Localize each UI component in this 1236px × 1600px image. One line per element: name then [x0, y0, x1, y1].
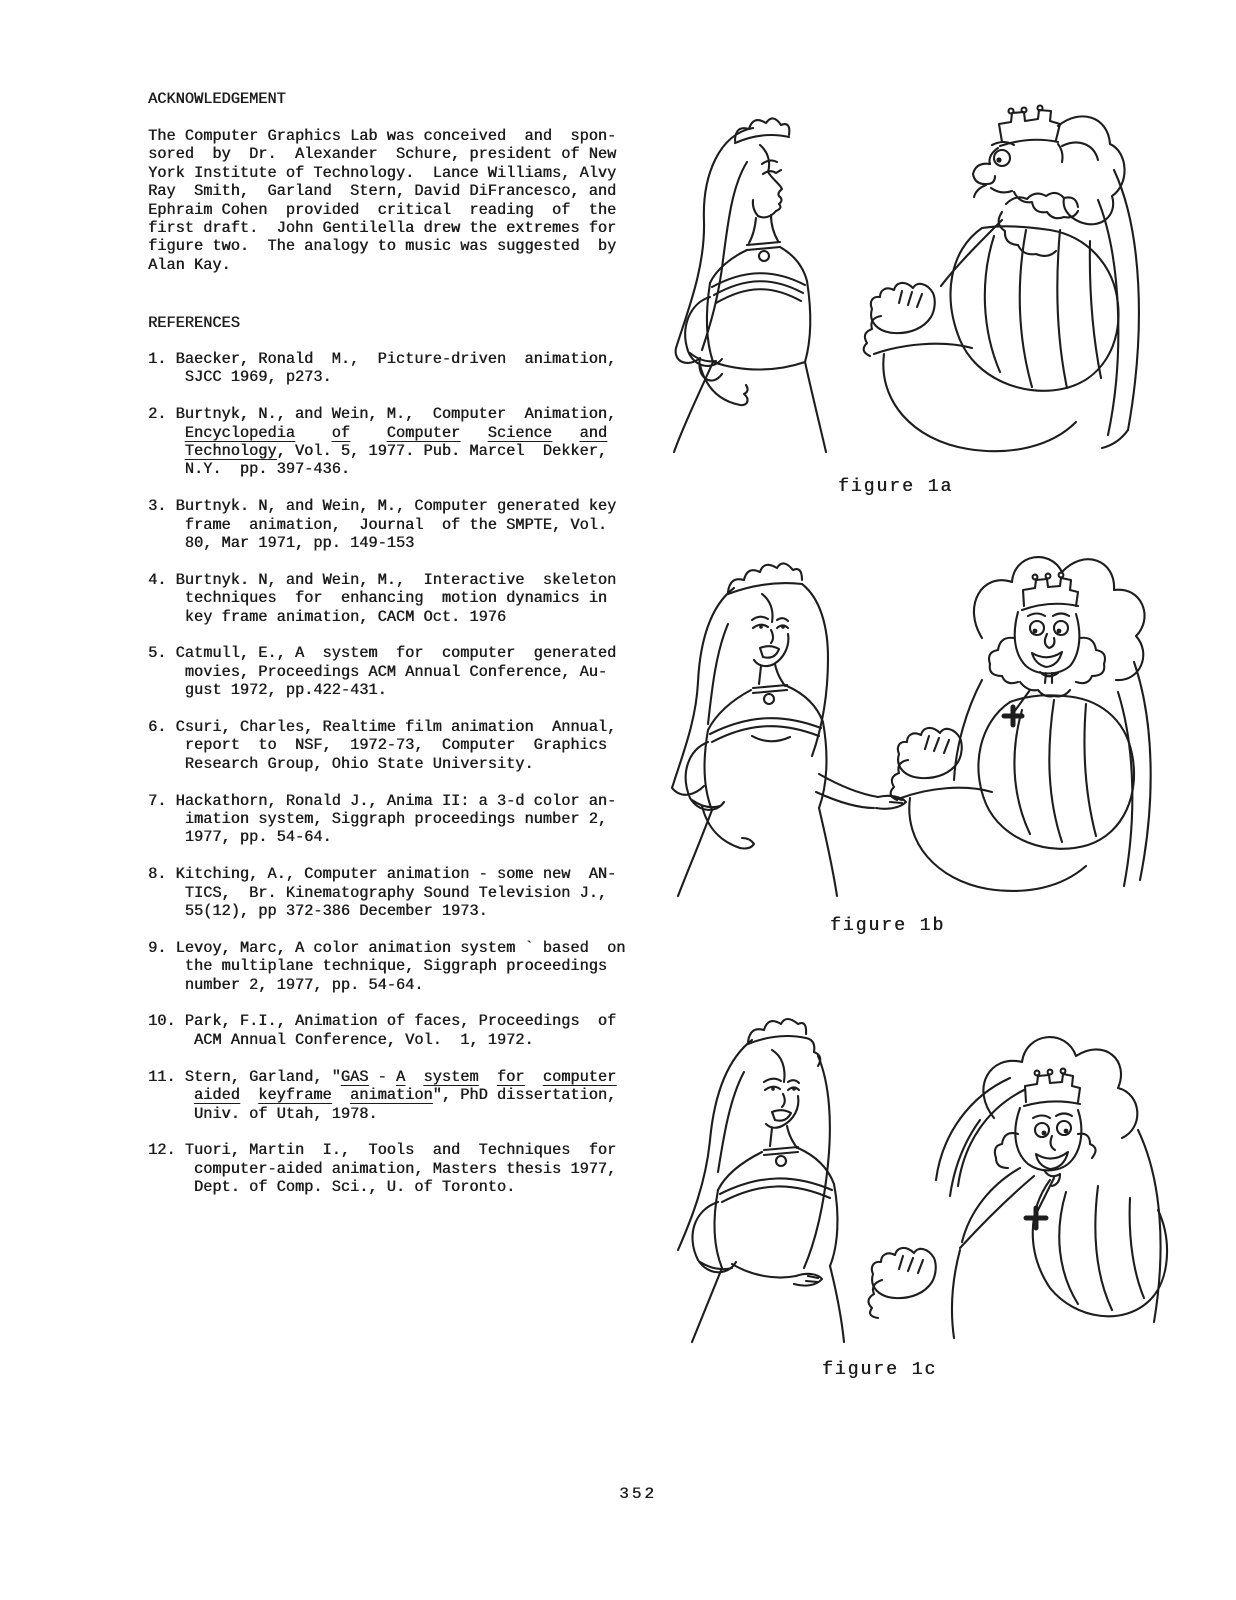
reference-item [148, 405, 625, 479]
reference-line: 1977, pp. 54-64. [148, 828, 332, 847]
reference-line: TICS, Br. Kinematography Sound Television J., [148, 883, 607, 902]
reference-item [148, 350, 625, 387]
acknowledgement-line: Alan Kay. [148, 255, 231, 274]
princess-drawing-1b [672, 563, 906, 896]
reference-item [148, 718, 625, 773]
reference-line: 7. Hackathorn, Ronald J., Anima II: a 3-d color an- [148, 791, 617, 810]
reference-line: Encyclopedia of Computer Science and [184, 423, 608, 442]
acknowledgement-line: The Computer Graphics Lab was conceived and spon- [148, 127, 617, 145]
figure-1c-illustration [630, 1000, 1170, 1345]
figure-1a-caption: figure 1a [838, 477, 954, 497]
acknowledgement-line: figure two. The analogy to music was suggested by [148, 237, 617, 256]
reference-item [148, 644, 625, 699]
princess-drawing-1c [678, 1019, 844, 1342]
figure-1c [630, 1000, 1170, 1345]
reference-line: techniques for enhancing motion dynamics in [148, 589, 607, 608]
reference-line: 5. Catmull, E., A system for computer generated [148, 644, 617, 663]
page-number: 352 [619, 1485, 657, 1503]
figure-1a [650, 100, 1160, 465]
reference-line: 8. Kitching, A., Computer animation - some new AN- [148, 865, 617, 884]
reference-line: N.Y. pp. 397-436. [148, 460, 350, 479]
reference-item [148, 497, 625, 552]
reference-line: aided keyframe animation", PhD dissertation, [193, 1086, 617, 1105]
reference-line: 10. Park, F.I., Animation of faces, Proceedings of [148, 1012, 617, 1031]
king-drawing-1c [868, 1037, 1167, 1338]
figure-1a-illustration [650, 100, 1160, 465]
acknowledgement-line: Ephraim Cohen provided critical reading of the [148, 200, 617, 219]
reference-line: Dept. of Comp. Sci., U. of Toronto. [148, 1178, 516, 1197]
reference-line: Research Group, Ohio State University. [148, 754, 534, 773]
reference-line: frame animation, Journal of the SMPTE, Vol. [148, 515, 607, 534]
reference-item [148, 792, 625, 847]
reference-line: key frame animation, CACM Oct. 1976 [148, 607, 507, 626]
reference-line: the multiplane technique, Siggraph proceedings [148, 957, 607, 976]
king-drawing-1b [891, 557, 1151, 891]
figure-1b-illustration [648, 540, 1163, 905]
acknowledgement-heading: ACKNOWLEDGEMENT [148, 90, 286, 108]
reference-line: number 2, 1977, pp. 54-64. [148, 975, 424, 994]
reference-line: SJCC 1969, p273. [148, 368, 332, 387]
references-heading: REFERENCES [148, 314, 240, 332]
reference-line: report to NSF, 1972-73, Computer Graphics [148, 736, 607, 755]
reference-line: 12. Tuori, Martin I., Tools and Techniques for [148, 1141, 617, 1160]
reference-line: 1. Baecker, Ronald M., Picture-driven animation, [148, 350, 617, 368]
reference-item [148, 1141, 625, 1196]
acknowledgement-line: York Institute of Technology. Lance Williams, Alvy [148, 163, 617, 182]
reference-line: computer-aided animation, Masters thesis 1977, [148, 1159, 617, 1178]
reference-line: 55(12), pp 372-386 December 1973. [148, 902, 488, 921]
references-list [148, 350, 625, 1215]
acknowledgement-line: Ray Smith, Garland Stern, David DiFrancesco, and [148, 182, 617, 201]
reference-line: imation system, Siggraph proceedings number 2, [148, 810, 607, 829]
acknowledgement-line: first draft. John Gentilella drew the extremes for [148, 219, 617, 238]
reference-line: 11. Stern, Garland, "GAS - A system for computer [148, 1067, 617, 1086]
reference-line: ACM Annual Conference, Vol. 1, 1972. [148, 1030, 534, 1049]
reference-line: gust 1972, pp.422-431. [148, 681, 387, 700]
reference-line: movies, Proceedings ACM Annual Conference, Au- [148, 662, 607, 681]
reference-line: Technology, Vol. 5, 1977. Pub. Marcel Dekker, [184, 442, 607, 461]
reference-line: 80, Mar 1971, pp. 149-153 [148, 534, 415, 553]
king-drawing-1a [864, 106, 1139, 452]
figure-1b-caption: figure 1b [830, 916, 946, 936]
acknowledgement-paragraph [148, 127, 616, 274]
figure-1b [648, 540, 1163, 905]
reference-line: 9. Levoy, Marc, A color animation system ` based on [148, 938, 626, 957]
figure-1c-caption: figure 1c [822, 1360, 938, 1380]
reference-line: 3. Burtnyk. N, and Wein, M., Computer generated key [148, 497, 617, 516]
reference-item [148, 939, 625, 994]
reference-item [148, 1068, 625, 1123]
princess-drawing-1a [674, 118, 826, 452]
reference-item [148, 1012, 625, 1049]
reference-line: Univ. of Utah, 1978. [148, 1104, 378, 1123]
acknowledgement-line: sored by Dr. Alexander Schure, president of New [148, 145, 617, 164]
reference-line: 4. Burtnyk. N, and Wein, M., Interactive skeleton [148, 570, 617, 589]
reference-line: 2. Burtnyk, N., and Wein, M., Computer Animation, [148, 405, 617, 424]
reference-line: 6. Csuri, Charles, Realtime film animation Annual, [148, 718, 617, 737]
reference-item [148, 571, 625, 626]
reference-item [148, 865, 625, 920]
